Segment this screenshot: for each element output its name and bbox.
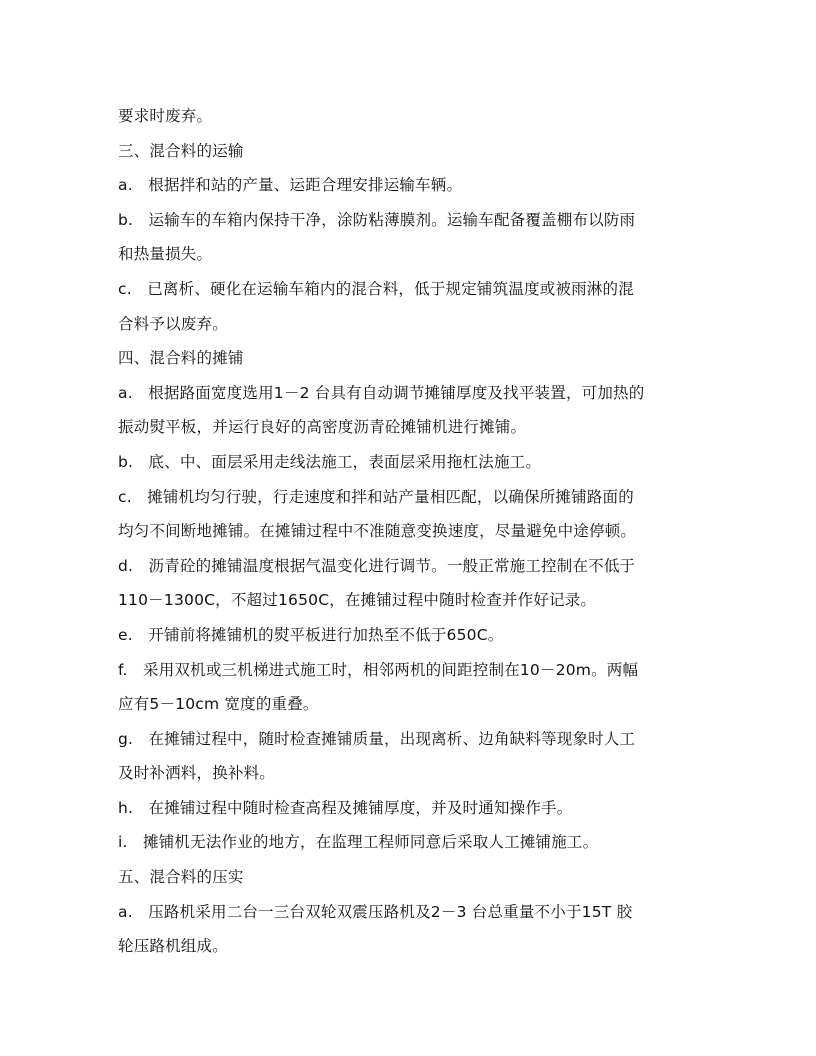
text-line: b. 底、中、面层采用走线法施工，表面层采用拖杠法施工。: [118, 452, 542, 471]
text-line: 轮压路机组成。: [118, 937, 228, 956]
body-text: [118, 104, 678, 969]
text-line: h. 在摊铺过程中随时检查高程及摊铺厚度，并及时通知操作手。: [118, 798, 573, 817]
text-line: a. 压路机采用二台一三台双轮双震压路机及2－3 台总重量不小于15T 胶: [118, 902, 633, 921]
text-line: c. 摊铺机均匀行驶，行走速度和拌和站产量相匹配，以确保所摊铺路面的: [118, 487, 634, 506]
text-line: e. 开铺前将摊铺机的熨平板进行加热至不低于650C。: [118, 625, 504, 644]
text-line: d. 沥青砼的摊铺温度根据气温变化进行调节。一般正常施工控制在不低于: [118, 556, 636, 575]
text-line: 振动熨平板，并运行良好的高密度沥青砼摊铺机进行摊铺。: [118, 418, 527, 437]
text-line: 和热量损失。: [118, 245, 213, 264]
section-heading: 五、混合料的压实: [118, 868, 244, 887]
text-line: 110－1300C，不超过1650C，在摊铺过程中随时检查并作好记录。: [118, 591, 597, 610]
section-heading: 四、混合料的摊铺: [118, 349, 244, 368]
text-line: g. 在摊铺过程中，随时检查摊铺质量，出现离析、边角缺料等现象时人工: [118, 729, 636, 748]
text-line: 应有5－10cm 宽度的重叠。: [118, 695, 319, 714]
text-line: c. 已离析、硬化在运输车箱内的混合料，低于规定铺筑温度或被雨淋的混: [118, 279, 634, 298]
text-line: 及时补洒料，换补料。: [118, 764, 276, 783]
text-line: b. 运输车的车箱内保持干净，涂防粘薄膜剂。运输车配备覆盖棚布以防雨: [118, 210, 636, 229]
text-line: 合料予以废弃。: [118, 314, 228, 333]
text-line: i. 摊铺机无法作业的地方，在监理工程师同意后采取人工摊铺施工。: [118, 833, 599, 852]
section-heading: 三、混合料的运输: [118, 141, 244, 160]
text-line: 均匀不间断地摊铺。在摊铺过程中不准随意变换速度，尽量避免中途停顿。: [118, 522, 637, 541]
text-line: f. 采用双机或三机梯进式施工时，相邻两机的间距控制在10－20m。两幅: [118, 660, 639, 679]
text-line: a. 根据路面宽度选用1－2 台具有自动调节摊铺厚度及找平装置，可加热的: [118, 383, 645, 402]
text-line: 要求时废弃。: [118, 107, 213, 125]
text-line: a. 根据拌和站的产量、运距合理安排运输车辆。: [118, 176, 463, 195]
